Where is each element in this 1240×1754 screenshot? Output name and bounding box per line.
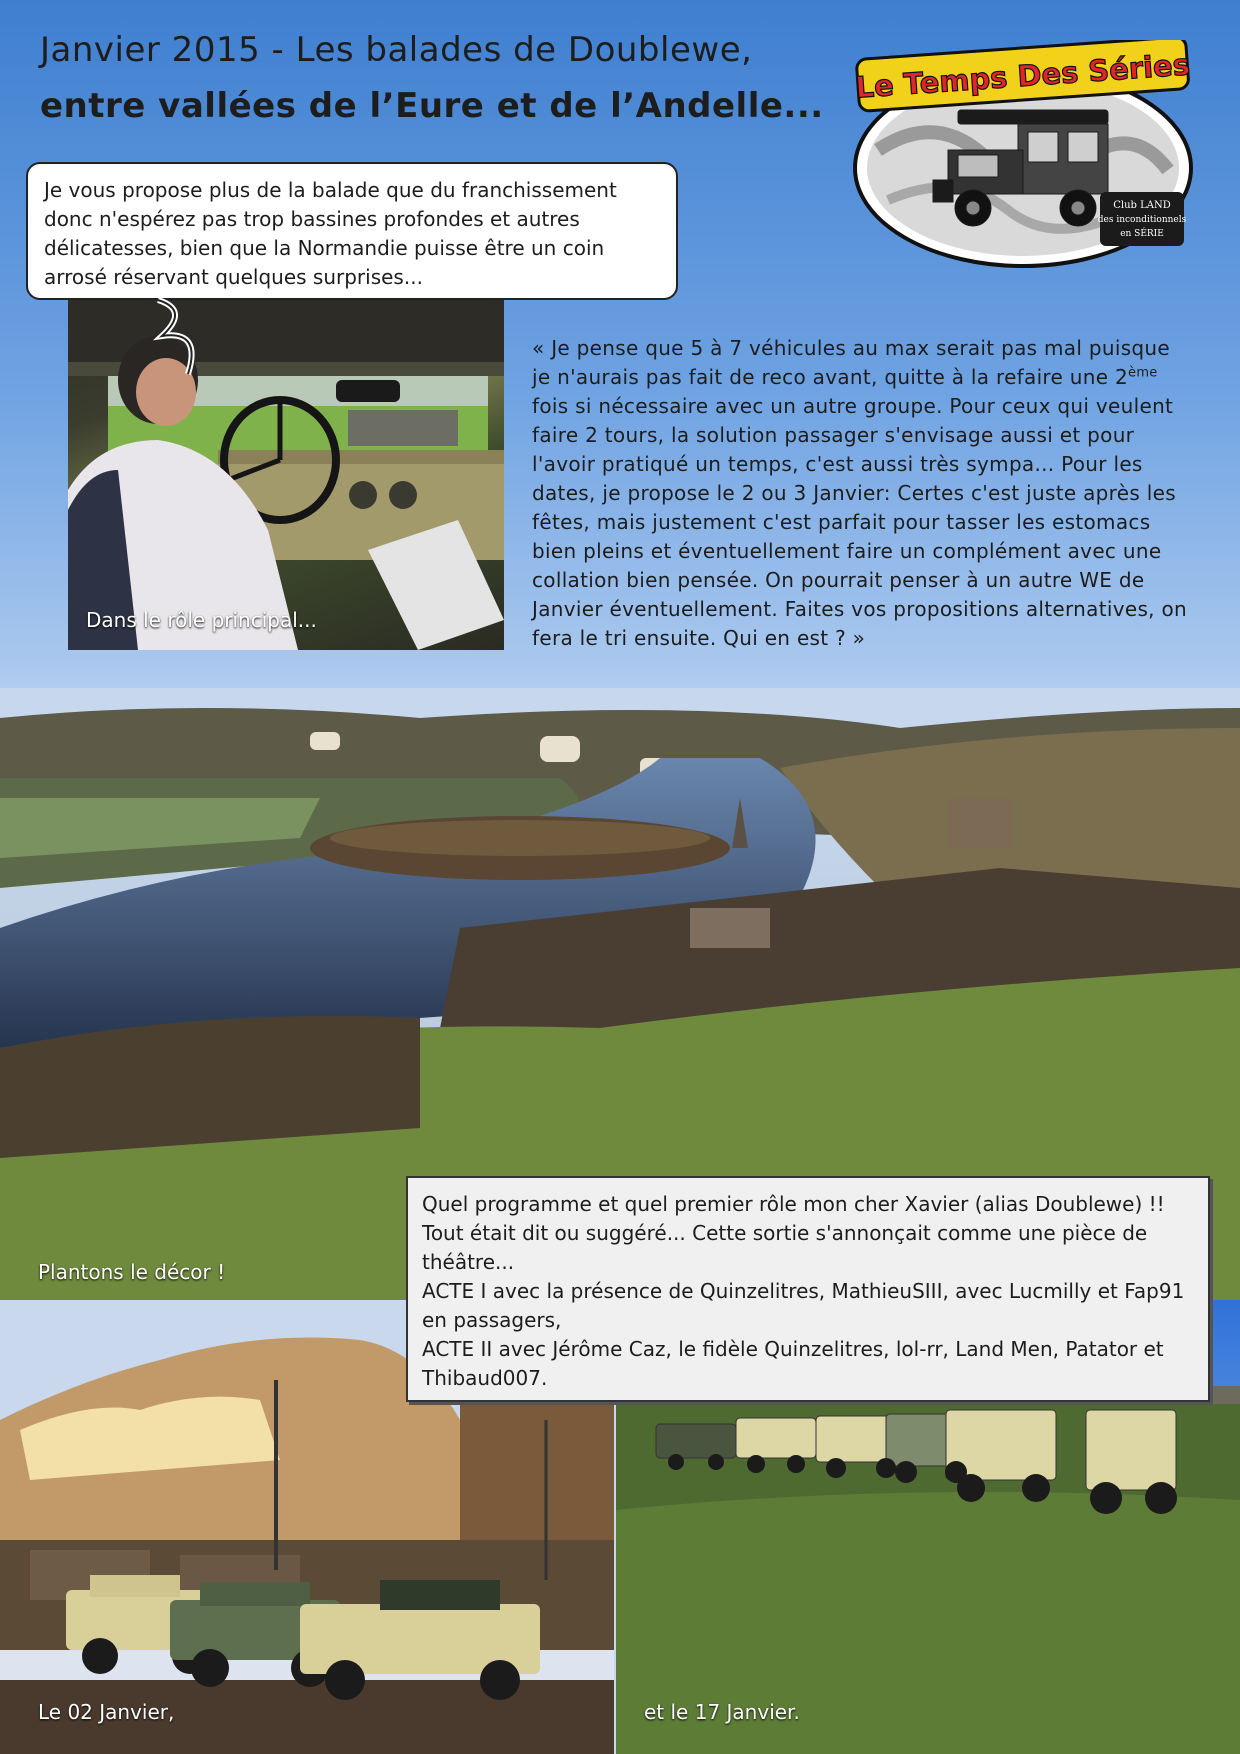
bubble-tail <box>150 296 220 376</box>
landscape-caption: Plantons le décor ! <box>38 1260 226 1284</box>
program-line4: ACTE II avec Jérôme Caz, le fidèle Quinzelitres, lol-rr, Land Men, Patator et Thibaud007. <box>422 1337 1164 1390</box>
driver-photo <box>68 300 504 650</box>
quote-text <box>532 334 1192 653</box>
speech-bubble: Je vous propose plus de la balade que du franchissement donc n'espérez pas trop bassines profondes et autres délicatesses, bien que la Normandie puisse être un coin arrosé réservant quelques surprises... <box>26 162 678 300</box>
field-photo-caption: et le 17 Janvier. <box>644 1700 800 1724</box>
page-subtitle: entre vallées de l’Eure et de l’Andelle... <box>40 86 824 126</box>
logo-club-line3: en SÉRIE <box>1120 229 1164 239</box>
program-line3: ACTE I avec la présence de Quinzelitres, MathieuSIII, avec Lucmilly et Fap91 en passagers, <box>422 1279 1185 1332</box>
driver-photo-caption: Dans le rôle principal... <box>86 608 317 632</box>
club-logo <box>838 40 1208 270</box>
driver-illustration <box>68 300 504 650</box>
program-line2: Tout était dit ou suggéré... Cette sortie s'annonçait comme une pièce de théâtre... <box>422 1221 1148 1274</box>
quote-superscript: ème <box>1128 365 1158 381</box>
logo-wordmark: Le Temps Des Séries <box>854 47 1192 105</box>
quote-part2: fois si nécessaire avec un autre groupe. Pour ceux qui veulent faire 2 tours, la solution passager s'envisage aussi et pour l'avoir pratiqué un temps, c'est aussi très sympa... Pour les dates, je propose le 2 ou 3 Janvier: Certes c'est juste après les fêtes, mais justement c'est parfait pour tasser les estomacs bien pleins et éventuellement faire un complément avec une collation bien pensée. On pourrait penser à un autre WE de Janvier éventuellement. Faites vos propositions alternatives, on fera le tri ensuite. Qui en est ? » <box>532 394 1187 650</box>
logo-club-line1: Club LAND <box>1113 200 1171 211</box>
page-title: Janvier 2015 - Les balades de Doublewe, <box>40 30 753 70</box>
logo-club-line2: des inconditionnels <box>1097 215 1187 225</box>
village-photo-caption: Le 02 Janvier, <box>38 1700 175 1724</box>
quote-part1: « Je pense que 5 à 7 véhicules au max serait pas mal puisque je n'aurais pas fait de reco avant, quitte à la refaire une 2 <box>532 336 1170 389</box>
program-box <box>406 1176 1210 1402</box>
program-line1: Quel programme et quel premier rôle mon cher Xavier (alias Doublewe) !! <box>422 1192 1165 1216</box>
